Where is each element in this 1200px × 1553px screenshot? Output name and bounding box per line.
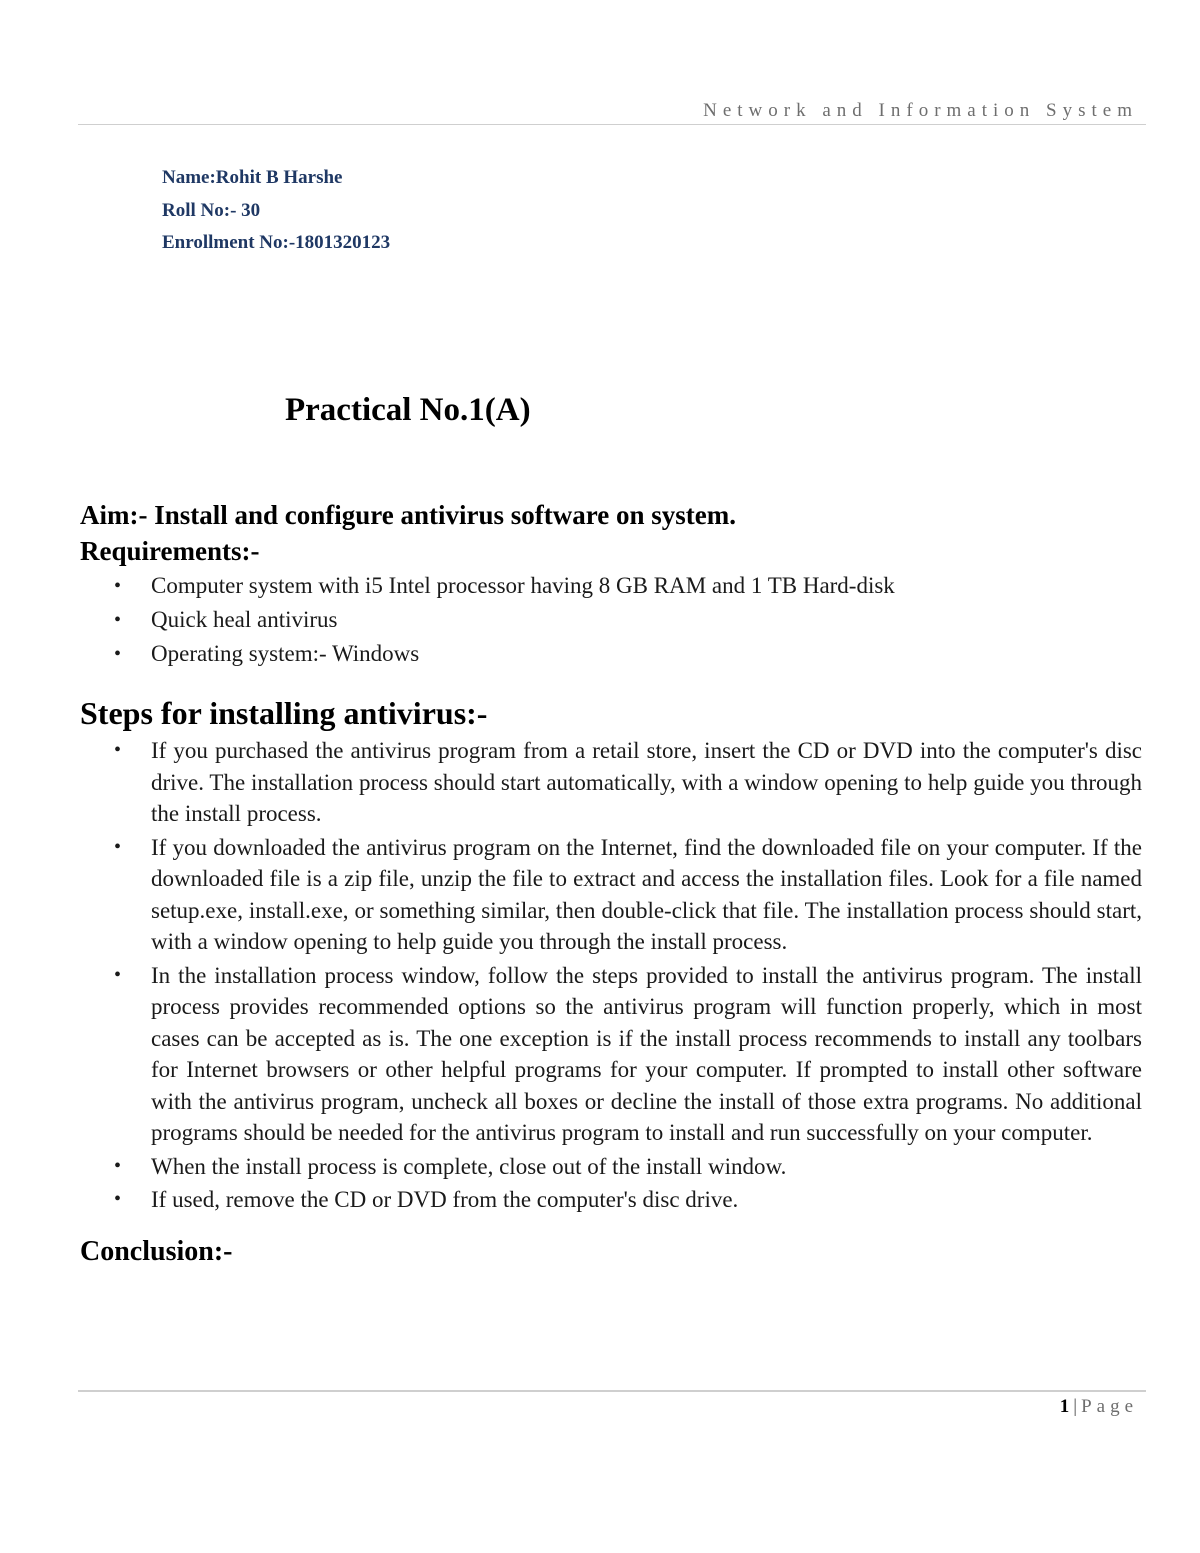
page-header: Network and Information System (703, 100, 1138, 121)
page-label: Page (1081, 1396, 1138, 1417)
steps-heading: Steps for installing antivirus:- (80, 695, 488, 731)
conclusion-heading: Conclusion:- (80, 1235, 233, 1267)
document-body (80, 497, 1142, 1268)
aim-heading: Aim:- Install and configure antivirus software on system. (80, 500, 737, 530)
requirements-heading: Requirements:- (80, 536, 260, 566)
list-item: • Quick heal antivirus (80, 603, 1142, 637)
practical-title: Practical No.1(A) (285, 392, 531, 428)
list-item: • In the installation process window, follow the steps provided to install the antivirus program. The install process provides recommended options so the antivirus program will function properly, which in most cases can be accepted as is. The one exception is if the install process recommends to install any toolbars for Internet browsers or other helpful programs for your computer. If prompted to install other software with the antivirus program, uncheck all boxes or decline the install of those extra programs. No additional programs should be needed for the antivirus program to install and run successfully on your computer. (80, 960, 1142, 1149)
student-info (162, 162, 390, 260)
steps-list (80, 735, 1142, 1216)
student-name: Name:Rohit B Harshe (162, 167, 343, 188)
list-item: • If you purchased the antivirus program from a retail store, insert the CD or DVD into the computer's disc drive. The installation process should start automatically, with a window opening to help guide you through the install process. (80, 735, 1142, 830)
footer-separator: | (1073, 1396, 1078, 1417)
list-item: • If you downloaded the antivirus program on the Internet, find the downloaded file on your computer. If the downloaded file is a zip file, unzip the file to extract and access the installation files. Look for a file named setup.exe, install.exe, or something similar, then double-click that file. The installation process should start, with a window opening to help guide you through the install process. (80, 832, 1142, 958)
list-item: • Operating system:- Windows (80, 637, 1142, 671)
student-enrollment: Enrollment No:-1801320123 (162, 232, 391, 253)
list-item: • Computer system with i5 Intel processor having 8 GB RAM and 1 TB Hard-disk (80, 569, 1142, 603)
list-item: • When the install process is complete, close out of the install window. (80, 1151, 1142, 1183)
list-item: • If used, remove the CD or DVD from the computer's disc drive. (80, 1184, 1142, 1216)
requirements-list (80, 569, 1142, 671)
student-roll: Roll No:- 30 (162, 199, 261, 221)
page-number: 1 (1059, 1396, 1070, 1417)
page-footer (1060, 1396, 1138, 1418)
header-divider (78, 124, 1146, 125)
footer-divider (78, 1390, 1146, 1392)
